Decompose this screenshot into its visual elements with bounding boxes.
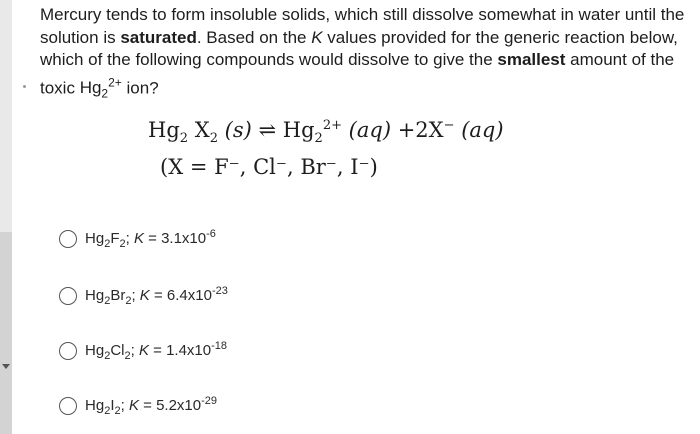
radio-button[interactable]: [59, 397, 77, 415]
option-hg2cl2[interactable]: [59, 340, 227, 362]
bullet-dot: [23, 85, 26, 88]
option-label: $Hg_2I_2$; $K = 5.2x10^{-29}$: [85, 395, 218, 417]
option-label: $Hg_2Br_2$; $K = 6.4x10^{-23}$: [85, 285, 228, 307]
radio-button[interactable]: [59, 230, 77, 248]
equilibrium-arrow-icon: ⇌: [258, 118, 277, 142]
question-text: Mercury tends to form insoluble solids, which still dissolve somewhat in water until the solution is saturated. Based on the K values provided for the generic reaction below, which of the following compounds would dissolve to give the smallest amount of the toxic $Hg_2^{2+}$ ion?: [40, 5, 685, 101]
saturated-emphasis: saturated: [120, 27, 197, 47]
radio-button[interactable]: [59, 342, 77, 360]
mercury-ion: $Hg_2^{2+}$: [79, 75, 122, 101]
option-hg2i2[interactable]: [59, 395, 217, 417]
option-hg2f2[interactable]: [59, 228, 216, 250]
option-label: $Hg_2F_2$; $K = 3.1x10^{-6}$: [85, 228, 216, 250]
smallest-emphasis: smallest: [497, 50, 566, 69]
reaction-equation: $Hg_2$ $X_2$ (s) ⇌ $Hg_2^{2+}$ (aq) +2X− (aq): [148, 118, 504, 147]
option-label: $Hg_2Cl_2$; $K = 1.4x10^{-18}$: [85, 340, 228, 362]
left-scrollbar[interactable]: [0, 0, 12, 434]
radio-button[interactable]: [59, 287, 77, 305]
scroll-down-arrow-icon[interactable]: [2, 364, 10, 369]
scrollbar-thumb[interactable]: [0, 232, 12, 434]
halide-definition: (X = F⁻, Cl⁻, Br⁻, I⁻): [160, 155, 378, 179]
option-hg2br2[interactable]: [59, 285, 228, 307]
